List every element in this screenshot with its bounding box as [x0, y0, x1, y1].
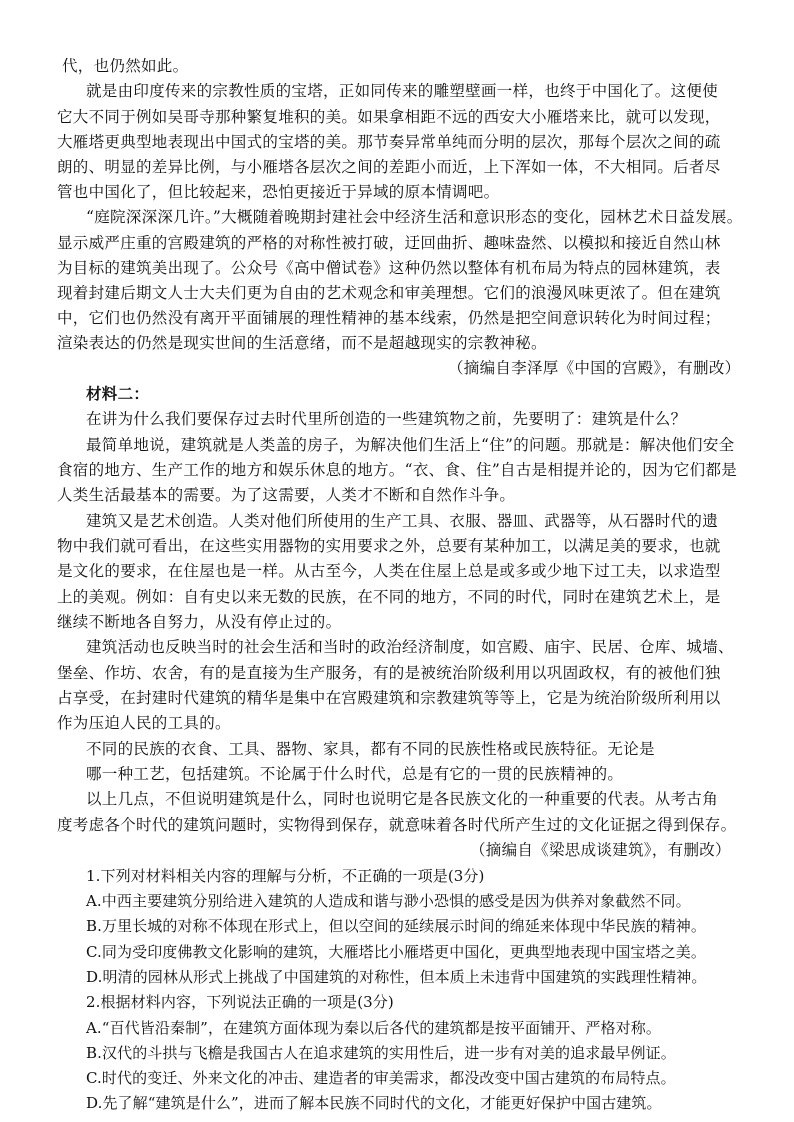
text-line: 管也中国化了，但比较起来，恐怕更接近于异域的原本情调吧。: [57, 183, 500, 201]
text-line: 渲染表达的仍然是现实世间的生活意绪，而不是超越现实的宗教神秘。: [57, 334, 547, 352]
text-line: 代，也仍然如此。: [62, 57, 189, 75]
question-option: D.先了解“建筑是什么”，进而了解本民族不同时代的文化，才能更好保护中国古建筑。: [86, 1094, 662, 1112]
source-citation: （摘编自李泽厚《中国的宫殿》，有删改）: [448, 359, 741, 377]
text-line: 在讲为什么我们要保存过去时代里所创造的一些建筑物之前，先要明了：建筑是什么？: [86, 410, 687, 428]
text-line: 为目标的建筑美出现了。公众号《高中僧试卷》这种仍然以整体有机布局为特点的园林建筑，表: [57, 259, 721, 277]
source-citation: （摘编自《梁思成谈建筑》，有删改）: [470, 841, 731, 859]
question-stem: 2.根据材料内容，下列说法正确的一项是(3分): [86, 993, 394, 1011]
text-line: 食宿的地方、生产工作的地方和娱乐休息的地方。“衣、食、住”自古是相提并论的，因为它们都是: [57, 461, 738, 479]
text-line: 占享受，在封建时代建筑的精华是集中在宫殿建筑和宗教建筑等等上，它是为统治阶级所利用以: [57, 689, 721, 707]
question-option: C.时代的变迁、外来文化的冲击、建造者的审美需求，都没改变中国古建筑的布局特点。: [86, 1069, 676, 1087]
text-line: 是文化的要求，在住屋也是一样。从古至今，人类在住屋上总是或多或少地下过工夫，以求造型: [57, 562, 721, 580]
text-line: 建筑活动也反映当时的社会生活和当时的政治经济制度，如宫殿、庙宇、民居、仓库、城墙、: [86, 638, 734, 656]
question-option: B.汉代的斗拱与飞檐是我国古人在追求建筑的实用性后，进一步有对美的追求最早例证。: [86, 1044, 676, 1062]
text-line: 朗的、明显的差异比例，与小雁塔各层次之间的差距小而近，上下浑如一体，不大相同。后者尽: [57, 158, 721, 176]
question-option: B.万里长城的对称不体现在形式上，但以空间的延续展示时间的绵延来体现中华民族的精神。: [86, 917, 706, 935]
text-line: 大雁塔更典型地表现出中国式的宝塔的美。那节奏异常单纯而分明的层次，那每个层次之间的疏: [57, 133, 721, 151]
text-line: 上的美观。例如：自有史以来无数的民族，在不同的地方，不同的时代，同时在建筑艺术上，是: [57, 588, 721, 606]
text-line: 显示威严庄重的宫殿建筑的严格的对称性被打破，迂回曲折、趣味盎然、以模拟和接近自然山林: [57, 234, 721, 252]
text-line: 不同的民族的衣食、工具、器物、家具，都有不同的民族性格或民族特征。无论是: [86, 740, 655, 758]
text-line: 最简单地说，建筑就是人类盖的房子，为解决他们生活上“住”的问题。那就是：解决他们安全: [86, 436, 735, 454]
question-option: A.中西主要建筑分别给进入建筑的人造成和谐与渺小恐惧的感受是因为供养对象截然不同。: [86, 892, 691, 910]
text-line: 度考虑各个时代的建筑问题时，实物得到保存，就意味着各时代所产生过的文化证据之得到保存。: [57, 816, 737, 834]
text-line: 作为压迫人民的工具的。: [57, 714, 231, 732]
question-option: C.同为受印度佛教文化影响的建筑，大雁塔比小雁塔更中国化，更典型地表现中国宝塔之美。: [86, 943, 706, 961]
question-option: A.“百代皆沿秦制”，在建筑方面体现为秦以后各代的建筑都是按平面铺开、严格对称。: [86, 1019, 661, 1037]
text-line: “庭院深深深几许。”大概随着晚期封建社会中经济生活和意识形态的变化，园林艺术日益发展。: [86, 208, 743, 226]
text-line: 堡垒、作坊、农舍，有的是直接为生产服务，有的是被统治阶级利用以巩固政权，有的被他们独: [57, 664, 721, 682]
question-stem: 1.下列对材料相关内容的理解与分析，不正确的一项是(3分): [86, 867, 485, 885]
text-line: 现着封建后期文人士大夫们更为自由的艺术观念和审美理想。它们的浪漫风味更浓了。但在建筑: [57, 284, 721, 302]
text-line: 人类生活最基本的需要。为了这需要，人类才不断和自然作斗争。: [57, 486, 516, 504]
text-line: 就是由印度传来的宗教性质的宝塔，正如同传来的雕塑壁画一样，也终于中国化了。这便使: [86, 82, 719, 100]
text-line: 哪一种工艺，包括建筑。不论属于什么时代，总是有它的一贯的民族精神的。: [86, 765, 624, 783]
text-line: 继续不断地各自努力，从没有停止过的。: [57, 613, 342, 631]
text-line: 以上几点，不但说明建筑是什么，同时也说明它是各民族文化的一种重要的代表。从考古角: [86, 790, 719, 808]
text-line: 建筑又是艺术创造。人类对他们所使用的生产工具、衣服、器皿、武器等，从石器时代的遗: [86, 512, 719, 530]
section-heading: 材料二：: [86, 384, 150, 403]
text-line: 物中我们就可看出，在这些实用器物的实用要求之外，总要有某种加工，以满足美的要求，也就: [57, 537, 721, 555]
text-line: 它大不同于例如吴哥寺那种繁复堆积的美。如果拿相距不远的西安大小雁塔来比，就可以发现，: [57, 108, 721, 126]
question-option: D.明清的园林从形式上挑战了中国建筑的对称性，但本质上未违背中国建筑的实践理性精神。: [86, 968, 707, 986]
text-line: 中，它们也仍然没有离开平面铺展的理性精神的基本线索，仍然是把空间意识转化为时间过程；: [57, 309, 721, 327]
